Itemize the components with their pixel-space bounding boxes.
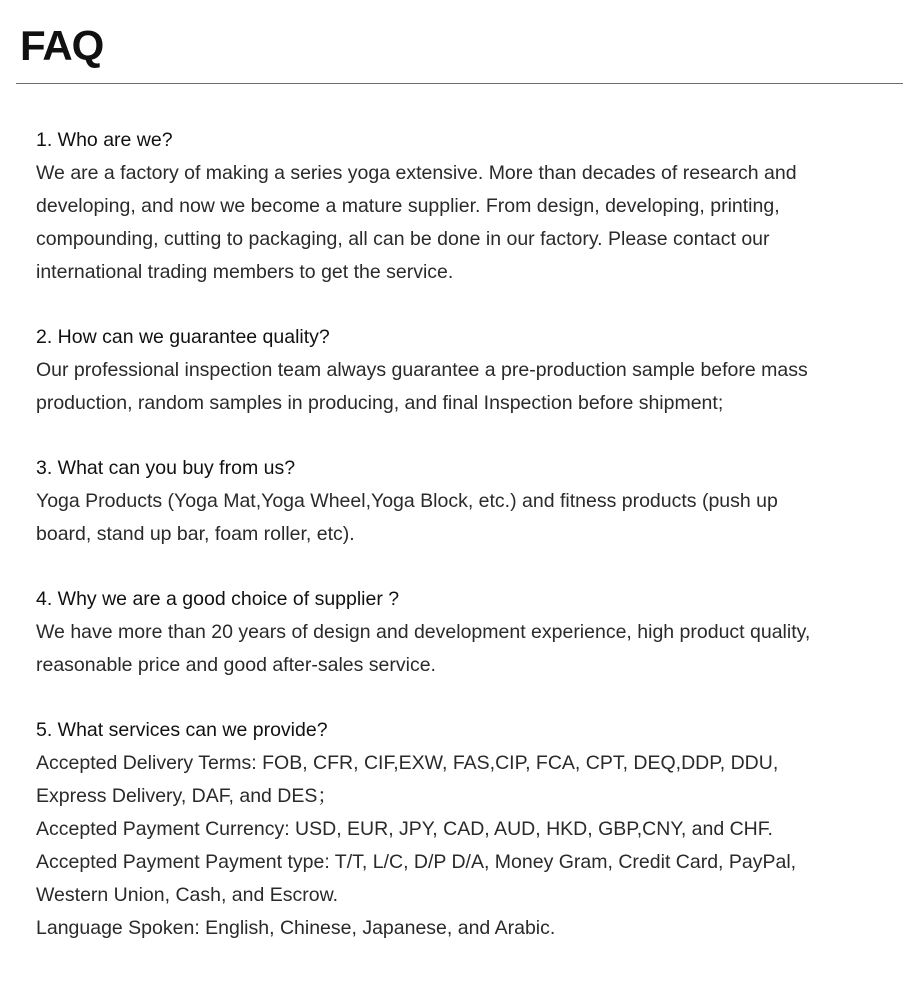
faq-answer-line: production, random samples in producing, and final Inspection before shipment; [36, 392, 724, 414]
title-divider [16, 83, 903, 84]
faq-question: 3. What can you buy from us? [36, 457, 296, 479]
page-title: FAQ [20, 22, 104, 69]
faq-item-who-are-we [36, 124, 896, 289]
faq-list [36, 124, 896, 977]
faq-answer-line: reasonable price and good after-sales service. [36, 654, 436, 676]
faq-answer-line: compounding, cutting to packaging, all can be done in our factory. Please contact our [36, 228, 770, 250]
faq-answer-line: Express Delivery, DAF, and DES； [36, 785, 337, 807]
faq-answer-line: Our professional inspection team always guarantee a pre-production sample before mass [36, 359, 808, 381]
faq-question: 5. What services can we provide? [36, 719, 328, 741]
faq-answer-line: We are a factory of making a series yoga extensive. More than decades of research and [36, 162, 797, 184]
faq-answer-line: international trading members to get the service. [36, 261, 454, 283]
faq-answer-line: We have more than 20 years of design and development experience, high product quality, [36, 621, 811, 643]
faq-answer-line: Accepted Delivery Terms: FOB, CFR, CIF,EXW, FAS,CIP, FCA, CPT, DEQ,DDP, DDU, [36, 752, 779, 774]
faq-item-why-us [36, 583, 896, 682]
faq-answer-line: Language Spoken: English, Chinese, Japanese, and Arabic. [36, 917, 556, 939]
faq-answer-line: Western Union, Cash, and Escrow. [36, 884, 339, 906]
faq-question: 4. Why we are a good choice of supplier ? [36, 588, 400, 610]
faq-item-products [36, 452, 896, 551]
faq-answer-line: Yoga Products (Yoga Mat,Yoga Wheel,Yoga Block, etc.) and fitness products (push up [36, 490, 778, 512]
faq-answer-line: developing, and now we become a mature supplier. From design, developing, printing, [36, 195, 780, 217]
faq-answer-line: Accepted Payment Payment type: T/T, L/C, D/P D/A, Money Gram, Credit Card, PayPal, [36, 851, 797, 873]
faq-answer-line: Accepted Payment Currency: USD, EUR, JPY, CAD, AUD, HKD, GBP,CNY, and CHF. [36, 818, 773, 840]
faq-item-services [36, 714, 896, 945]
faq-item-quality [36, 321, 896, 420]
faq-question: 1. Who are we? [36, 129, 173, 151]
faq-question: 2. How can we guarantee quality? [36, 326, 330, 348]
faq-answer-line: board, stand up bar, foam roller, etc). [36, 523, 355, 545]
